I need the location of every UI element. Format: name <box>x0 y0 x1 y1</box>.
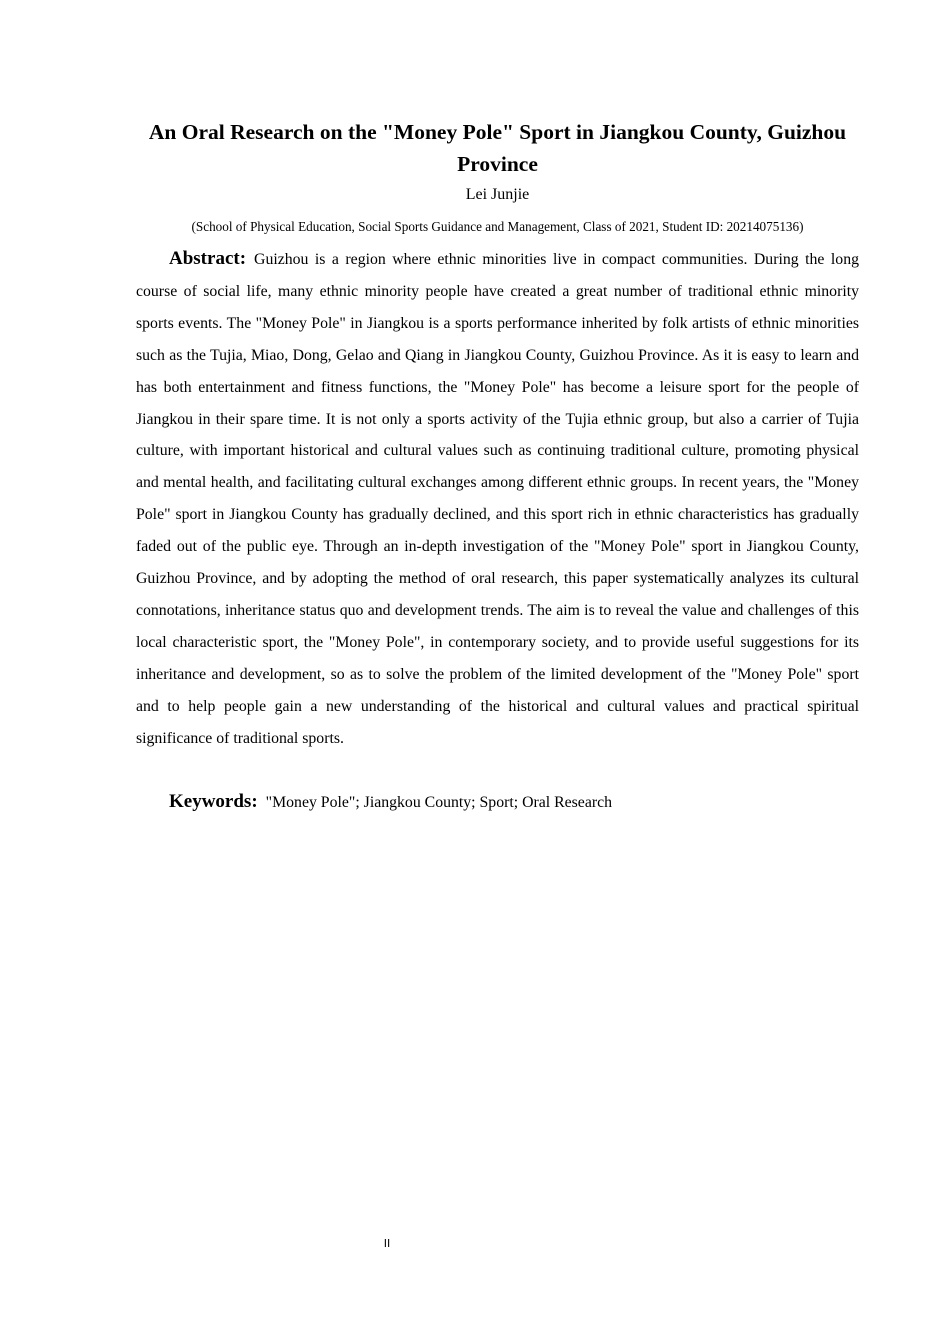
abstract-paragraph <box>136 243 859 755</box>
author-name: Lei Junjie <box>465 186 530 203</box>
keywords-label: Keywords: <box>169 791 258 812</box>
paper-title: An Oral Research on the "Money Pole" Sport in Jiangkou County, Guizhou Province <box>148 120 847 176</box>
abstract-label: Abstract: <box>169 248 247 269</box>
keywords-paragraph <box>136 787 859 818</box>
abstract-text: Guizhou is a region where ethnic minorities live in compact communities. During the long course of social life, many ethnic minority people have created a great number of traditional ethnic minority sports events. The "Money Pole" in Jiangkou is a sports performance inherited by folk artists of ethnic minorities such as the Tujia, Miao, Dong, Gelao and Qiang in Jiangkou County, Guizhou Province. As it is easy to learn and has both entertainment and fitness functions, the "Money Pole" has become a leisure sport for the people of Jiangkou in their spare time. It is not only a sports activity of the Tujia ethnic group, but also a carrier of Tujia culture, with important historical and cultural values such as continuing traditional culture, promoting physical and mental health, and facilitating cultural exchanges among different ethnic groups. In recent years, the "Money Pole" sport in Jiangkou County has gradually declined, and this sport rich in ethnic characteristics has gradually faded out of the public eye. Through an in-depth investigation of the "Money Pole" sport in Jiangkou County, Guizhou Province, and by adopting the method of oral research, this paper systematically analyzes its cultural connotations, inheritance status quo and development trends. The aim is to reveal the value and challenges of this local characteristic sport, the "Money Pole", in contemporary society, and to provide useful suggestions for its inheritance and development, so as to solve the problem of the limited development of the "Money Pole" sport and to help people gain a new understanding of the historical and cultural values and practical spiritual significance of traditional sports. <box>136 251 859 747</box>
author-affiliation: (School of Physical Education, Social Sports Guidance and Management, Class of 2021, Student ID: 20214075136) <box>191 219 804 234</box>
keywords-text: "Money Pole"; Jiangkou County; Sport; Oral Research <box>265 794 612 811</box>
page-number: II <box>383 1237 391 1250</box>
